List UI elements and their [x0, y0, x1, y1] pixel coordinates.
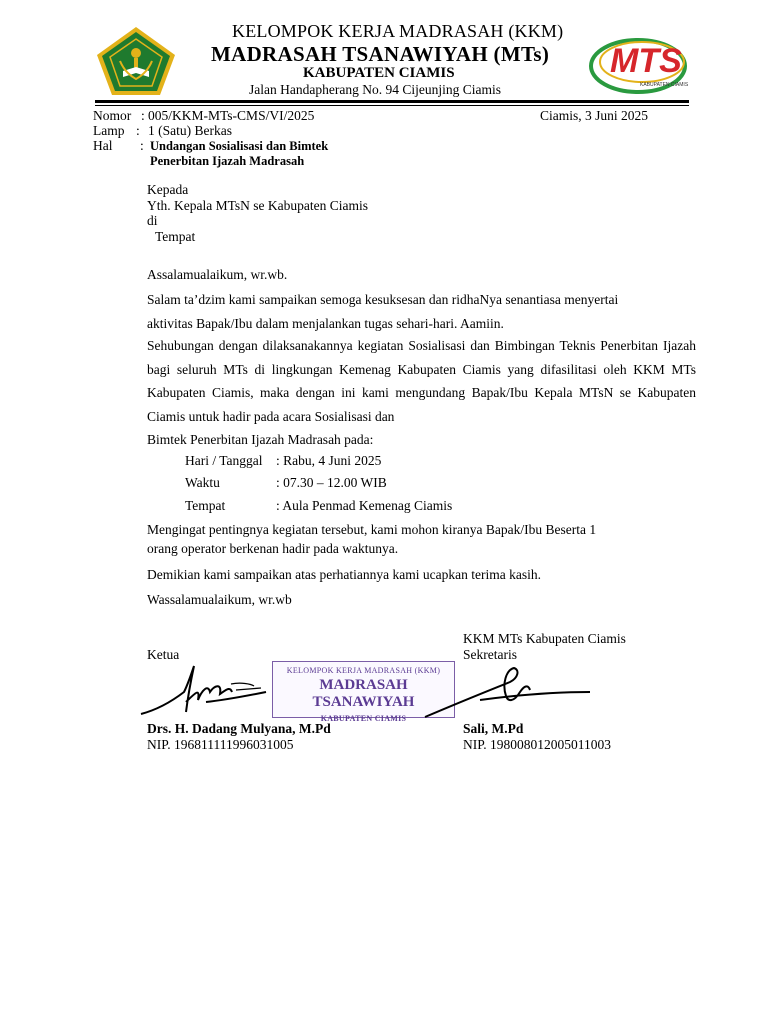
left-role: Ketua — [147, 647, 180, 662]
event-time-value: : 07.30 – 12.00 WIB — [276, 475, 387, 490]
addressee-yth: Yth. Kepala MTsN se Kabupaten Ciamis — [147, 198, 369, 213]
paragraph-3-end: orang operator berkenan hadir pada waktunya. — [147, 541, 399, 556]
paragraph-4: Demikian kami sampaikan atas perhatiannya kami ucapkan terima kasih. — [147, 567, 541, 582]
mts-logo — [588, 24, 692, 96]
mts-logo-letters: MTS — [610, 42, 682, 80]
stamp-line-3: KABUPATEN CIAMIS — [320, 714, 407, 723]
nomor-value: 005/KKM-MTs-CMS/VI/2025 — [148, 108, 315, 123]
letterhead-rule-thin — [95, 105, 689, 106]
lamp-value: 1 (Satu) Berkas — [148, 123, 232, 138]
hal-value-1: Undangan Sosialisasi dan Bimtek — [150, 139, 329, 153]
left-signatory-name: Drs. H. Dadang Mulyana, M.Pd — [147, 721, 331, 736]
greeting: Assalamualaikum, wr.wb. — [147, 267, 288, 282]
lamp-label: Lamp — [93, 123, 125, 138]
paragraph-1-text: Salam ta’dzim kami sampaikan semoga kesuksesan dan ridhaNya senantiasa menyertai — [147, 292, 619, 307]
nomor-label: Nomor — [93, 108, 132, 123]
stamp-line-2: MADRASAH TSANAWIYAH — [312, 677, 415, 710]
stamp-line-1: KELOMPOK KERJA MADRASAH (KKM) — [286, 666, 441, 675]
paragraph-3-text: Mengingat pentingnya kegiatan tersebut, kami mohon kiranya Bapak/Ibu Beserta 1 — [147, 522, 597, 537]
paragraph-3 — [147, 520, 696, 558]
letterhead-address: Jalan Handapherang No. 94 Cijeunjing Ciamis — [249, 82, 501, 97]
letter-date: Ciamis, 3 Juni 2025 — [540, 108, 649, 123]
left-signature — [136, 662, 276, 722]
right-signature — [420, 662, 600, 722]
hal-value-2: Penerbitan Ijazah Madrasah — [150, 154, 305, 168]
letterhead-school: MADRASAH TSANAWIYAH (MTs) — [211, 42, 550, 66]
addressee-di: di — [147, 213, 158, 228]
paragraph-1 — [147, 288, 696, 335]
closing: Wassalamualaikum, wr.wb — [147, 592, 292, 607]
right-signatory-nip: NIP. 198008012005011003 — [463, 737, 612, 752]
addressee-tempat: Tempat — [155, 229, 196, 244]
right-role: Sekretaris — [463, 647, 517, 662]
event-time-label: Waktu — [185, 475, 220, 490]
right-signatory-name: Sali, M.Pd — [463, 721, 524, 736]
paragraph-2 — [147, 334, 696, 452]
left-signatory-nip: NIP. 196811111996031005 — [147, 737, 294, 752]
paragraph-2-text: Sehubungan dengan dilaksanakannya kegiatan Sosialisasi dan Bimbingan Teknis Penerbitan Ijazah bagi seluruh MTs di lingkungan Kemenag Kabupaten Ciamis yang difasilitasi oleh KKM MTs Kabupaten Ciamis, maka dengan ini kami mengundang Bapak/Ibu Kepala MTsN se Kabupaten Ciamis untuk hadir pada acara Sosialisasi dan — [147, 338, 696, 424]
event-place-value: : Aula Penmad Kemenag Ciamis — [276, 498, 453, 513]
signature-org: KKM MTs Kabupaten Ciamis — [463, 631, 626, 646]
event-day-value: : Rabu, 4 Juni 2025 — [276, 453, 382, 468]
hal-label: Hal — [93, 138, 113, 153]
paragraph-2-end: Bimtek Penerbitan Ijazah Madrasah pada: — [147, 432, 374, 447]
addressee-kepada: Kepada — [147, 182, 189, 197]
letterhead-rule — [95, 100, 689, 103]
event-place-label: Tempat — [185, 498, 226, 513]
hal-sep: : — [140, 138, 144, 153]
paragraph-1-end: aktivitas Bapak/Ibu dalam menjalankan tugas sehari-hari. Aamiin. — [147, 315, 504, 331]
mts-logo-caption: KABUPATEN CIAMIS — [640, 82, 689, 88]
letterhead-org: KELOMPOK KERJA MADRASAH (KKM) — [232, 21, 564, 41]
lamp-sep: : — [136, 123, 140, 138]
nomor-sep: : — [141, 108, 145, 123]
kemenag-logo — [95, 25, 177, 97]
letterhead-region: KABUPATEN CIAMIS — [303, 65, 455, 81]
event-day-label: Hari / Tanggal — [185, 453, 263, 468]
